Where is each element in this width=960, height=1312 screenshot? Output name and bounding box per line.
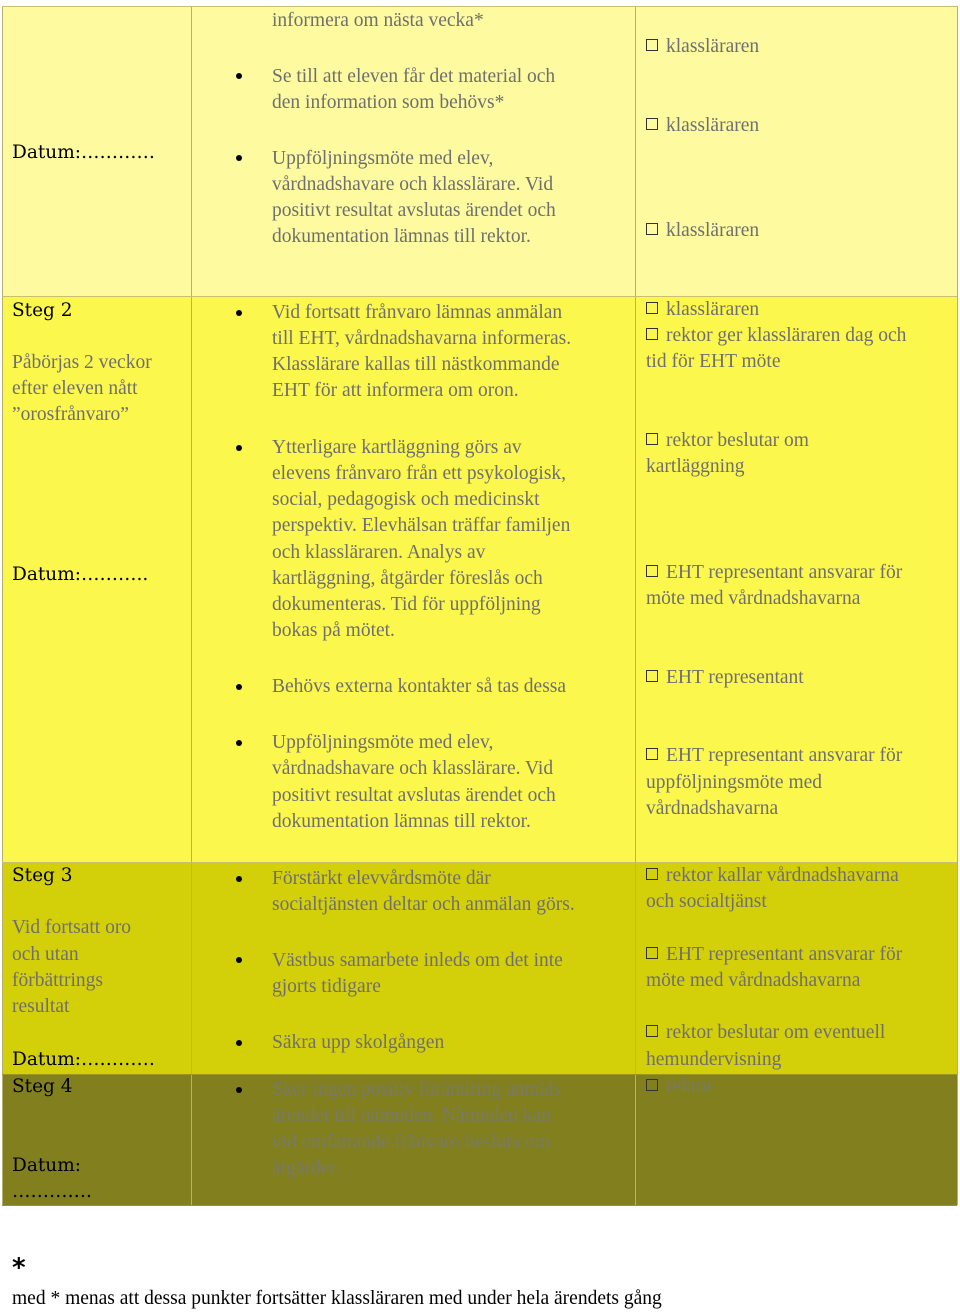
row3-resp: och socialtjänst [646,891,767,912]
row4-step: Steg 4 [12,1076,73,1097]
row2-resp: kartläggning [646,456,745,477]
row3-desc: och utan [12,944,79,965]
row4-date-label: Datum: [12,1155,81,1176]
checkbox-icon [646,39,658,51]
row3-text: Säkra upp skolgången [272,1032,445,1053]
bullet [236,684,242,690]
row1-date: Datum:………… [12,142,155,163]
row2-resp: EHT representant [646,665,804,691]
row2-text: Vid fortsatt frånvaro lämnas anmälan [272,302,563,323]
footnote-text: med * menas att dessa punkter fortsätter klassläraren med under hela ärendets gång [12,1288,662,1309]
checkbox-icon [646,565,658,577]
checkbox-icon [646,947,658,959]
row2-text: Uppföljningsmöte med elev, [272,732,494,753]
row2-resp: uppföljningsmöte med [646,772,823,793]
row2-text: Klasslärare kallas till nästkommande [272,354,560,375]
checkbox-icon [646,868,658,880]
row1-text-3d: dokumentation lämnas till rektor. [272,226,531,247]
row2-resp: möte med vårdnadshavarna [646,588,861,609]
row2-resp: vårdnadshavarna [646,798,779,819]
row2-resp: klassläraren [646,297,759,323]
row1-text-3b: vårdnadshavare och klasslärare. Vid [272,174,554,195]
bullet [236,1087,242,1093]
row2-desc-3: ”orosfrånvaro” [12,404,129,425]
row3-desc: förbättrings [12,970,103,991]
row1-text-2b: den information som behövs* [272,92,505,113]
row2-text: elevens frånvaro från ett psykologisk, [272,463,567,484]
row2-resp: rektor beslutar om [646,428,809,454]
row2-desc-1: Påbörjas 2 veckor [12,352,152,373]
row1-text-1: informera om nästa vecka* [272,10,484,31]
row3-resp: EHT representant ansvarar för [646,942,902,968]
row4-text: Sker ingen positiv förändring anmäls [272,1079,562,1100]
row3-resp: hemundervisning [646,1049,782,1070]
footnote-star: * [12,1253,26,1283]
row1-text-2a: Se till att eleven får det material och [272,66,556,87]
row3-text: socialtjänsten deltar och anmälan görs. [272,894,575,915]
checkbox-icon [646,748,658,760]
row3-resp: rektor beslutar om eventuell [646,1020,885,1046]
row2-text: och klassläraren. Analys av [272,542,486,563]
bullet [236,1040,242,1046]
row3-step: Steg 3 [12,865,73,886]
row2-text: dokumentation lämnas till rektor. [272,811,531,832]
row2-resp: rektor ger klassläraren dag och [646,323,906,349]
row4-resp: rektor [646,1074,713,1100]
row2-text: EHT för att informera om oron. [272,380,519,401]
row3-text: gjorts tidigare [272,976,381,997]
row1-resp-1: klassläraren [646,34,759,60]
row2-resp: EHT representant ansvarar för [646,560,902,586]
bullet [236,155,242,161]
row3-desc: resultat [12,996,70,1017]
bullet [236,876,242,882]
row4-text: åtgärder. [272,1158,340,1179]
row3-text: Förstärkt elevvårdsmöte där [272,868,491,889]
row3-date: Datum:………… [12,1049,155,1070]
row4-text: vid omfattande frånvaro besluta om [272,1132,551,1153]
row1-text-3c: positivt resultat avslutas ärendet och [272,200,556,221]
checkbox-icon [646,118,658,130]
checkbox-icon [646,223,658,235]
bullet [236,445,242,451]
bullet [236,957,242,963]
row2-text: social, pedagogisk och medicinskt [272,489,540,510]
row2-text: Ytterligare kartläggning görs av [272,437,522,458]
row3-desc: Vid fortsatt oro [12,917,132,938]
checkbox-icon [646,302,658,314]
row2-text: till EHT, vårdnadshavarna informeras. [272,328,572,349]
row3-text: Västbus samarbete inleds om det inte [272,950,563,971]
bullet [236,73,242,79]
row1-resp-3: klassläraren [646,218,759,244]
row2-desc-2: efter eleven nått [12,378,138,399]
row2-text: kartläggning, åtgärder föreslås och [272,568,543,589]
row2-text: positivt resultat avslutas ärendet och [272,785,556,806]
row2-text: vårdnadshavare och klasslärare. Vid [272,758,554,779]
checkbox-icon [646,1079,658,1091]
row2-text: perspektiv. Elevhälsan träffar familjen [272,515,571,536]
row2-date: Datum:……….. [12,564,149,585]
row1-resp-2: klassläraren [646,113,759,139]
row2-text: dokumenteras. Tid för uppföljning [272,594,541,615]
checkbox-icon [646,328,658,340]
row2-resp: EHT representant ansvarar för [646,743,902,769]
checkbox-icon [646,670,658,682]
bullet [236,740,242,746]
row4-date-dots: …………. [12,1181,92,1202]
row1-text-3a: Uppföljningsmöte med elev, [272,148,494,169]
row2-text: bokas på mötet. [272,620,395,641]
row4-text: ärendet till nämnden. Nämnden kan [272,1105,551,1126]
row2-resp: tid för EHT möte [646,351,781,372]
row3-resp: möte med vårdnadshavarna [646,970,861,991]
row3-resp: rektor kallar vårdnadshavarna [646,863,899,889]
row2-step: Steg 2 [12,300,73,321]
checkbox-icon [646,433,658,445]
bullet [236,310,242,316]
checkbox-icon [646,1025,658,1037]
row2-text: Behövs externa kontakter så tas dessa [272,676,567,697]
